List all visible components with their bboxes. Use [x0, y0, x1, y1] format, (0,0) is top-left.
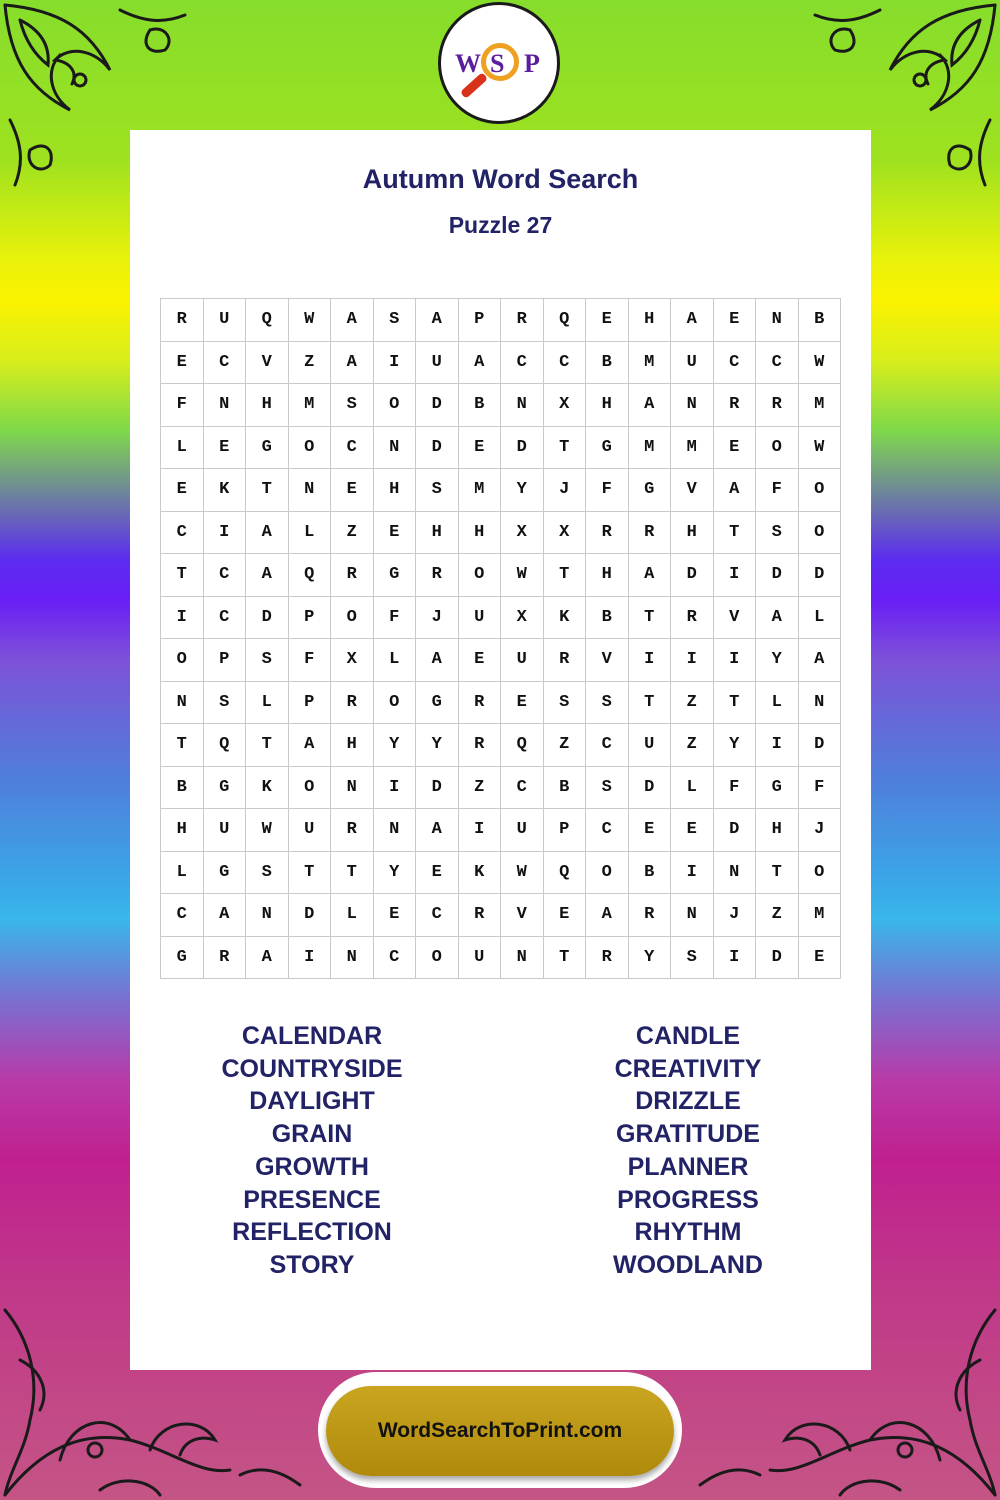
logo-letter-s: S [490, 49, 505, 78]
grid-cell[interactable]: O [799, 852, 842, 895]
grid-cell[interactable]: L [799, 597, 842, 640]
website-link-label: WordSearchToPrint.com [377, 1419, 623, 1442]
grid-cell[interactable]: N [374, 809, 417, 852]
grid-cell[interactable]: Y [416, 724, 459, 767]
grid-cell[interactable]: Y [374, 852, 417, 895]
grid-cell[interactable]: C [501, 342, 544, 385]
grid-cell[interactable]: D [756, 554, 799, 597]
grid-cell[interactable]: G [756, 767, 799, 810]
grid-cell[interactable]: L [246, 682, 289, 725]
grid-cell[interactable]: Z [671, 724, 714, 767]
grid-cell[interactable]: C [756, 342, 799, 385]
grid-cell[interactable]: C [161, 512, 204, 555]
word-list-item: CALENDAR [241, 1022, 383, 1050]
grid-cell[interactable]: H [459, 512, 502, 555]
grid-cell[interactable]: U [204, 299, 247, 342]
grid-cell[interactable]: E [459, 427, 502, 470]
word-list-item: GRATITUDE [616, 1120, 760, 1149]
grid-cell[interactable]: O [586, 852, 629, 895]
grid-cell[interactable]: A [204, 894, 247, 937]
grid-cell[interactable]: J [416, 597, 459, 640]
grid-cell[interactable]: R [331, 554, 374, 597]
word-list-item: GRAIN [271, 1120, 353, 1149]
grid-cell[interactable]: E [331, 469, 374, 512]
grid-cell[interactable]: B [629, 852, 672, 895]
grid-cell[interactable]: Y [374, 724, 417, 767]
grid-cell[interactable]: O [799, 512, 842, 555]
grid-cell[interactable]: A [416, 809, 459, 852]
grid-cell[interactable]: W [799, 427, 842, 470]
grid-cell[interactable]: E [374, 894, 417, 937]
grid-cell[interactable]: A [629, 554, 672, 597]
grid-cell[interactable]: G [161, 937, 204, 980]
grid-cell[interactable]: U [671, 342, 714, 385]
grid-cell[interactable]: E [161, 469, 204, 512]
grid-cell[interactable]: O [416, 937, 459, 980]
grid-cell[interactable]: P [459, 299, 502, 342]
grid-cell[interactable]: Q [544, 299, 587, 342]
grid-cell[interactable]: H [671, 512, 714, 555]
grid-cell[interactable]: P [289, 682, 332, 725]
grid-cell[interactable]: A [246, 512, 289, 555]
grid-cell[interactable]: T [289, 852, 332, 895]
grid-cell[interactable]: O [374, 682, 417, 725]
grid-cell[interactable]: R [501, 299, 544, 342]
grid-cell[interactable]: D [714, 809, 757, 852]
grid-cell[interactable]: N [714, 852, 757, 895]
grid-cell[interactable]: J [799, 809, 842, 852]
grid-cell[interactable]: I [671, 639, 714, 682]
puzzle-number: Puzzle 27 [448, 212, 553, 238]
grid-cell[interactable]: V [671, 469, 714, 512]
grid-cell[interactable]: N [756, 299, 799, 342]
grid-cell[interactable]: A [459, 342, 502, 385]
grid-cell[interactable]: X [501, 512, 544, 555]
grid-cell[interactable]: S [756, 512, 799, 555]
grid-cell[interactable]: C [204, 342, 247, 385]
grid-cell[interactable]: I [756, 724, 799, 767]
grid-cell[interactable]: E [799, 937, 842, 980]
grid-cell[interactable]: A [246, 554, 289, 597]
grid-cell[interactable]: C [204, 554, 247, 597]
grid-cell[interactable]: T [246, 469, 289, 512]
grid-cell[interactable]: R [459, 894, 502, 937]
grid-cell[interactable]: S [671, 937, 714, 980]
grid-cell[interactable]: C [714, 342, 757, 385]
grid-cell[interactable]: A [416, 299, 459, 342]
word-list-item: CANDLE [635, 1022, 741, 1050]
grid-cell[interactable]: T [544, 427, 587, 470]
word-list-left [162, 1020, 462, 1282]
grid-cell[interactable]: I [459, 809, 502, 852]
grid-cell[interactable]: L [671, 767, 714, 810]
grid-cell[interactable]: E [714, 427, 757, 470]
grid-cell[interactable]: I [161, 597, 204, 640]
word-list-item: RHYTHM [634, 1218, 742, 1247]
grid-cell[interactable]: D [629, 767, 672, 810]
word-list-item: GROWTH [255, 1152, 369, 1181]
grid-cell[interactable]: U [629, 724, 672, 767]
grid-cell[interactable]: H [416, 512, 459, 555]
grid-cell[interactable]: A [331, 342, 374, 385]
grid-cell[interactable]: E [459, 639, 502, 682]
grid-cell[interactable]: D [671, 554, 714, 597]
grid-cell[interactable]: E [374, 512, 417, 555]
grid-cell[interactable]: R [586, 512, 629, 555]
grid-cell[interactable]: X [544, 512, 587, 555]
grid-cell[interactable]: P [204, 639, 247, 682]
grid-cell[interactable]: H [246, 384, 289, 427]
grid-cell[interactable]: L [289, 512, 332, 555]
grid-cell[interactable]: L [374, 639, 417, 682]
word-list-item: WOODLAND [613, 1250, 763, 1279]
grid-cell[interactable]: R [459, 682, 502, 725]
grid-cell[interactable]: O [374, 384, 417, 427]
grid-cell[interactable]: E [204, 427, 247, 470]
grid-cell[interactable]: T [629, 597, 672, 640]
grid-cell[interactable]: N [799, 682, 842, 725]
grid-cell[interactable]: M [289, 384, 332, 427]
grid-cell[interactable]: V [714, 597, 757, 640]
grid-cell[interactable]: G [246, 427, 289, 470]
grid-cell[interactable]: I [671, 852, 714, 895]
grid-cell[interactable]: Q [246, 299, 289, 342]
grid-cell[interactable]: T [629, 682, 672, 725]
grid-cell[interactable]: H [161, 809, 204, 852]
grid-cell[interactable]: I [714, 639, 757, 682]
grid-cell[interactable]: S [374, 299, 417, 342]
grid-cell[interactable]: Z [289, 342, 332, 385]
grid-cell[interactable]: E [586, 299, 629, 342]
grid-cell[interactable]: J [544, 469, 587, 512]
grid-cell[interactable]: R [671, 597, 714, 640]
grid-cell[interactable]: C [331, 427, 374, 470]
grid-cell[interactable]: D [289, 894, 332, 937]
grid-cell[interactable]: M [799, 894, 842, 937]
grid-cell[interactable]: W [799, 342, 842, 385]
grid-cell[interactable]: C [586, 809, 629, 852]
word-list-item: PRESENCE [243, 1185, 381, 1214]
grid-cell[interactable]: O [161, 639, 204, 682]
grid-cell[interactable]: B [799, 299, 842, 342]
grid-cell[interactable]: R [161, 299, 204, 342]
logo-letter-w: W [455, 49, 481, 78]
puzzle-card [130, 130, 871, 1370]
grid-cell[interactable]: A [331, 299, 374, 342]
grid-cell[interactable]: T [756, 852, 799, 895]
grid-cell[interactable]: I [374, 767, 417, 810]
grid-cell[interactable]: K [204, 469, 247, 512]
grid-cell[interactable]: S [246, 852, 289, 895]
grid-cell[interactable]: T [246, 724, 289, 767]
grid-cell[interactable]: E [671, 809, 714, 852]
grid-cell[interactable]: O [289, 427, 332, 470]
grid-cell[interactable]: V [586, 639, 629, 682]
grid-cell[interactable]: X [331, 639, 374, 682]
grid-cell[interactable]: F [161, 384, 204, 427]
grid-cell[interactable]: I [629, 639, 672, 682]
grid-cell[interactable]: M [671, 427, 714, 470]
grid-cell[interactable]: Q [544, 852, 587, 895]
grid-cell[interactable]: N [331, 767, 374, 810]
site-logo[interactable] [438, 2, 560, 124]
grid-cell[interactable]: R [416, 554, 459, 597]
grid-cell[interactable]: K [459, 852, 502, 895]
grid-cell[interactable]: E [416, 852, 459, 895]
grid-cell[interactable]: L [756, 682, 799, 725]
word-list-item: REFLECTION [232, 1218, 392, 1247]
grid-cell[interactable]: W [501, 554, 544, 597]
grid-cell[interactable]: N [671, 384, 714, 427]
page-title: Autumn Word Search [362, 164, 639, 194]
grid-cell[interactable]: K [544, 597, 587, 640]
grid-cell[interactable]: E [501, 682, 544, 725]
word-list-item: DRIZZLE [635, 1087, 741, 1116]
grid-cell[interactable]: U [459, 937, 502, 980]
grid-cell[interactable]: A [714, 469, 757, 512]
grid-cell[interactable]: Z [671, 682, 714, 725]
grid-cell[interactable]: N [331, 937, 374, 980]
grid-cell[interactable]: B [459, 384, 502, 427]
grid-cell[interactable]: D [799, 724, 842, 767]
grid-cell[interactable]: A [799, 639, 842, 682]
grid-cell[interactable]: D [756, 937, 799, 980]
grid-cell[interactable]: W [246, 809, 289, 852]
grid-cell[interactable]: M [629, 342, 672, 385]
grid-cell[interactable]: Z [459, 767, 502, 810]
grid-cell[interactable]: I [374, 342, 417, 385]
grid-cell[interactable]: P [544, 809, 587, 852]
grid-cell[interactable]: G [374, 554, 417, 597]
grid-cell[interactable]: T [161, 554, 204, 597]
grid-cell[interactable]: E [161, 342, 204, 385]
grid-cell[interactable]: F [289, 639, 332, 682]
grid-cell[interactable]: S [586, 682, 629, 725]
grid-cell[interactable]: S [586, 767, 629, 810]
grid-cell[interactable]: R [586, 937, 629, 980]
grid-cell[interactable]: N [289, 469, 332, 512]
grid-cell[interactable]: S [246, 639, 289, 682]
grid-cell[interactable]: W [289, 299, 332, 342]
grid-cell[interactable]: H [586, 384, 629, 427]
grid-cell[interactable]: Y [756, 639, 799, 682]
grid-cell[interactable]: S [416, 469, 459, 512]
grid-cell[interactable]: R [331, 809, 374, 852]
grid-cell[interactable]: H [586, 554, 629, 597]
grid-cell[interactable]: C [501, 767, 544, 810]
grid-cell[interactable]: Q [289, 554, 332, 597]
grid-cell[interactable]: D [416, 767, 459, 810]
grid-cell[interactable]: R [204, 937, 247, 980]
grid-cell[interactable]: H [331, 724, 374, 767]
grid-cell[interactable]: U [459, 597, 502, 640]
grid-cell[interactable]: O [331, 597, 374, 640]
grid-cell[interactable]: R [331, 682, 374, 725]
grid-cell[interactable]: A [671, 299, 714, 342]
grid-cell[interactable]: N [204, 384, 247, 427]
grid-cell[interactable]: M [459, 469, 502, 512]
word-list-item: COUNTRYSIDE [221, 1054, 403, 1083]
grid-cell[interactable]: Z [331, 512, 374, 555]
grid-cell[interactable]: I [714, 937, 757, 980]
grid-cell[interactable]: V [246, 342, 289, 385]
grid-cell[interactable]: B [586, 597, 629, 640]
grid-cell[interactable]: K [246, 767, 289, 810]
grid-cell[interactable]: R [544, 639, 587, 682]
grid-cell[interactable]: T [714, 512, 757, 555]
grid-cell[interactable]: O [289, 767, 332, 810]
grid-cell[interactable]: B [544, 767, 587, 810]
word-list-item: STORY [269, 1250, 355, 1279]
grid-cell[interactable]: N [161, 682, 204, 725]
grid-cell[interactable]: A [586, 894, 629, 937]
grid-cell[interactable]: Q [501, 724, 544, 767]
grid-cell[interactable]: D [416, 427, 459, 470]
grid-cell[interactable]: Y [714, 724, 757, 767]
grid-cell[interactable]: D [416, 384, 459, 427]
grid-cell[interactable]: N [501, 937, 544, 980]
grid-cell[interactable]: R [459, 724, 502, 767]
grid-cell[interactable]: G [586, 427, 629, 470]
grid-cell[interactable]: L [161, 427, 204, 470]
grid-cell[interactable]: R [714, 384, 757, 427]
grid-cell[interactable]: N [501, 384, 544, 427]
grid-cell[interactable]: A [289, 724, 332, 767]
grid-cell[interactable]: P [289, 597, 332, 640]
grid-cell[interactable]: X [501, 597, 544, 640]
grid-cell[interactable]: Y [629, 937, 672, 980]
grid-cell[interactable]: Z [544, 724, 587, 767]
grid-cell[interactable]: R [629, 894, 672, 937]
grid-cell[interactable]: F [586, 469, 629, 512]
grid-cell[interactable]: L [331, 894, 374, 937]
grid-cell[interactable]: B [586, 342, 629, 385]
grid-cell[interactable]: C [161, 894, 204, 937]
grid-cell[interactable]: G [204, 852, 247, 895]
grid-cell[interactable]: C [374, 937, 417, 980]
grid-cell[interactable]: C [586, 724, 629, 767]
grid-cell[interactable]: A [629, 384, 672, 427]
grid-cell[interactable]: G [629, 469, 672, 512]
grid-cell[interactable]: D [501, 427, 544, 470]
grid-cell[interactable]: H [374, 469, 417, 512]
grid-cell[interactable]: N [374, 427, 417, 470]
grid-cell[interactable]: Z [756, 894, 799, 937]
grid-cell[interactable]: T [544, 937, 587, 980]
grid-cell[interactable]: F [714, 767, 757, 810]
footer-badge [318, 1372, 682, 1488]
grid-cell[interactable]: Y [501, 469, 544, 512]
grid-cell[interactable]: I [289, 937, 332, 980]
grid-cell[interactable]: U [416, 342, 459, 385]
grid-cell[interactable]: B [161, 767, 204, 810]
grid-cell[interactable]: T [544, 554, 587, 597]
grid-cell[interactable]: F [756, 469, 799, 512]
word-list-item: PLANNER [627, 1152, 749, 1181]
grid-cell[interactable]: R [629, 512, 672, 555]
grid-cell[interactable]: W [501, 852, 544, 895]
grid-cell[interactable]: C [416, 894, 459, 937]
grid-cell[interactable]: U [501, 639, 544, 682]
grid-cell[interactable]: N [246, 894, 289, 937]
word-list-item: DAYLIGHT [249, 1087, 375, 1116]
grid-cell[interactable]: E [629, 809, 672, 852]
grid-cell[interactable]: T [161, 724, 204, 767]
grid-cell[interactable]: H [629, 299, 672, 342]
grid-cell[interactable]: F [374, 597, 417, 640]
grid-cell[interactable]: U [204, 809, 247, 852]
grid-cell[interactable]: V [501, 894, 544, 937]
grid-cell[interactable]: F [799, 767, 842, 810]
grid-cell[interactable]: E [714, 299, 757, 342]
grid-cell[interactable]: I [204, 512, 247, 555]
word-list-right [538, 1020, 838, 1282]
grid-cell[interactable]: S [204, 682, 247, 725]
grid-cell[interactable]: M [799, 384, 842, 427]
grid-cell[interactable]: A [246, 937, 289, 980]
grid-cell[interactable]: O [756, 427, 799, 470]
grid-cell[interactable]: S [331, 384, 374, 427]
word-list-item: CREATIVITY [614, 1054, 762, 1083]
grid-cell[interactable]: A [756, 597, 799, 640]
grid-cell[interactable]: N [671, 894, 714, 937]
letter-grid [160, 298, 841, 979]
grid-cell[interactable]: D [799, 554, 842, 597]
grid-cell[interactable]: C [204, 597, 247, 640]
grid-cell[interactable]: U [501, 809, 544, 852]
grid-cell[interactable]: D [246, 597, 289, 640]
grid-cell[interactable]: G [416, 682, 459, 725]
word-list-item: PROGRESS [617, 1185, 759, 1214]
grid-cell[interactable]: T [714, 682, 757, 725]
grid-cell[interactable]: U [289, 809, 332, 852]
grid-cell[interactable]: I [714, 554, 757, 597]
grid-cell[interactable]: L [161, 852, 204, 895]
grid-cell[interactable]: C [544, 342, 587, 385]
grid-cell[interactable]: T [331, 852, 374, 895]
grid-cell[interactable]: M [629, 427, 672, 470]
logo-letter-p: P [524, 49, 540, 78]
grid-cell[interactable]: A [416, 639, 459, 682]
grid-cell[interactable]: H [756, 809, 799, 852]
grid-cell[interactable]: Q [204, 724, 247, 767]
grid-cell[interactable]: O [799, 469, 842, 512]
grid-cell[interactable]: J [714, 894, 757, 937]
grid-cell[interactable]: X [544, 384, 587, 427]
grid-cell[interactable]: O [459, 554, 502, 597]
grid-cell[interactable]: R [756, 384, 799, 427]
grid-cell[interactable]: S [544, 682, 587, 725]
grid-cell[interactable]: E [544, 894, 587, 937]
website-link-button[interactable] [326, 1386, 674, 1476]
grid-cell[interactable]: G [204, 767, 247, 810]
